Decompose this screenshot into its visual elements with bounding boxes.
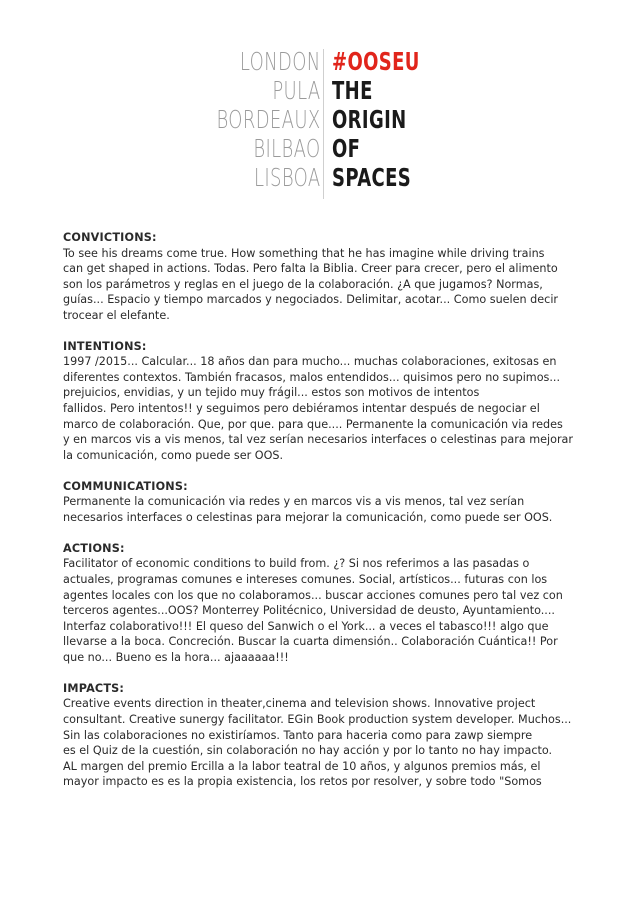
brand-line-spaces: SPACES [332,163,412,192]
city-pula: PULA [272,76,321,105]
paragraph-line: Permanente la comunicación via redes y en marcos vis a vis menos, tal vez serían [63,495,525,509]
section-heading: ACTIONS: [63,541,125,555]
document-body [63,230,583,805]
paragraph-line: marco de colaboración. Que, por que. para que.... Permanente la comunicación via redes [63,417,563,431]
paragraph-line: terceros agentes...OOS? Monterrey Politécnico, Universidad de deusto, Ayuntamiento.... [63,604,555,618]
paragraph-line: 1997 /2015... Calcular... 18 años dan para mucho... muchas colaboraciones, exitosas en [63,355,557,369]
brand-title [332,47,420,192]
section-convictions [63,230,583,323]
paragraph-line: To see his dreams come true. How something that he has imagine while driving trains [63,246,545,260]
city-lisboa: LISBOA [254,163,321,192]
paragraph-line: llevarse a la boca. Concreción. Buscar la cuarta dimensión.. Colaboración Cuántica!! Por [63,635,558,649]
section-intentions [63,339,583,463]
header-logo [0,47,638,207]
city-bordeaux: BORDEAUX [216,105,321,134]
paragraph-line: agentes locales con los que no colaboramos... buscar acciones comunes pero tal vez con [63,588,563,602]
paragraph-line: Interfaz colaborativo!!! El queso del Sanwich o el York... a veces el tabasco!!! algo que [63,619,549,633]
paragraph-line: y en marcos vis a vis menos, tal vez serían necesarios interfaces o celestinas para mejorar [63,433,573,447]
brand-line-of: OF [332,134,361,163]
paragraph-line: can get shaped in actions. Todas. Pero falta la Biblia. Creer para crecer, pero el alimento [63,262,558,276]
paragraph-line: diferentes contextos. También fracasos, malos entendidos... quisimos pero no supimos... [63,370,561,384]
section-heading: CONVICTIONS: [63,231,157,244]
paragraph-line: mayor impacto es es la propia existencia, los retos por resolver, y sobre todo "Somos [63,775,542,789]
paragraph-line: actuales, programas comunes e intereses comunes. Social, artísticos... futuras con los [63,573,548,587]
paragraph-line: la comunicación, como puede ser OOS. [63,448,284,462]
paragraph-line: AL margen del premio Ercilla a la labor teatral de 10 años, y algunos premios más, el [63,759,541,773]
section-communications [63,479,583,526]
brand-line-origin: ORIGIN [332,105,407,134]
section-impacts [63,681,583,790]
section-actions [63,541,583,665]
header-divider [323,49,324,199]
paragraph-line: son los parámetros y reglas en el juego de la colaboración. ¿A que jugamos? Normas, [63,277,543,291]
paragraph-line: guías... Espacio y tiempo marcados y negociados. Delimitar, acotar... Como suelen decir [63,293,559,307]
section-heading: INTENTIONS: [63,339,147,353]
paragraph-line: fallidos. Pero intentos!! y seguimos pero debiéramos intentar después de negociar el [63,402,540,416]
paragraph-line: trocear el elefante. [63,308,170,322]
brand-hashtag: #OOSEU [332,47,420,76]
paragraph-line: es el Quiz de la cuestión, sin colaboración no hay acción y por lo tanto no hay impacto. [63,744,553,758]
paragraph-line: Creative events direction in theater,cinema and television shows. Innovative project [63,697,536,711]
paragraph-line: consultant. Creative sunergy facilitator. EGin Book production system developer. Muchos... [63,712,572,726]
section-heading: IMPACTS: [63,681,125,695]
paragraph-line: prejuicios, envidias, y un tejido muy frágil... estos son motivos de intentos [63,386,480,400]
paragraph-line: necesarios interfaces o celestinas para mejorar la comunicación, como puede ser OOS. [63,510,553,524]
city-list [217,47,321,192]
city-london: LONDON [240,47,321,76]
brand-line-the: THE [332,76,373,105]
section-heading: COMMUNICATIONS: [63,479,188,493]
paragraph-line: Facilitator of economic conditions to build from. ¿? Si nos referimos a las pasadas o [63,557,530,571]
paragraph-line: que no... Bueno es la hora... ajaaaaaa!!! [63,650,289,664]
city-bilbao: BILBAO [253,134,321,163]
paragraph-line: Sin las colaboraciones no existiríamos. Tanto para haceria como para zawp siempre [63,728,533,742]
